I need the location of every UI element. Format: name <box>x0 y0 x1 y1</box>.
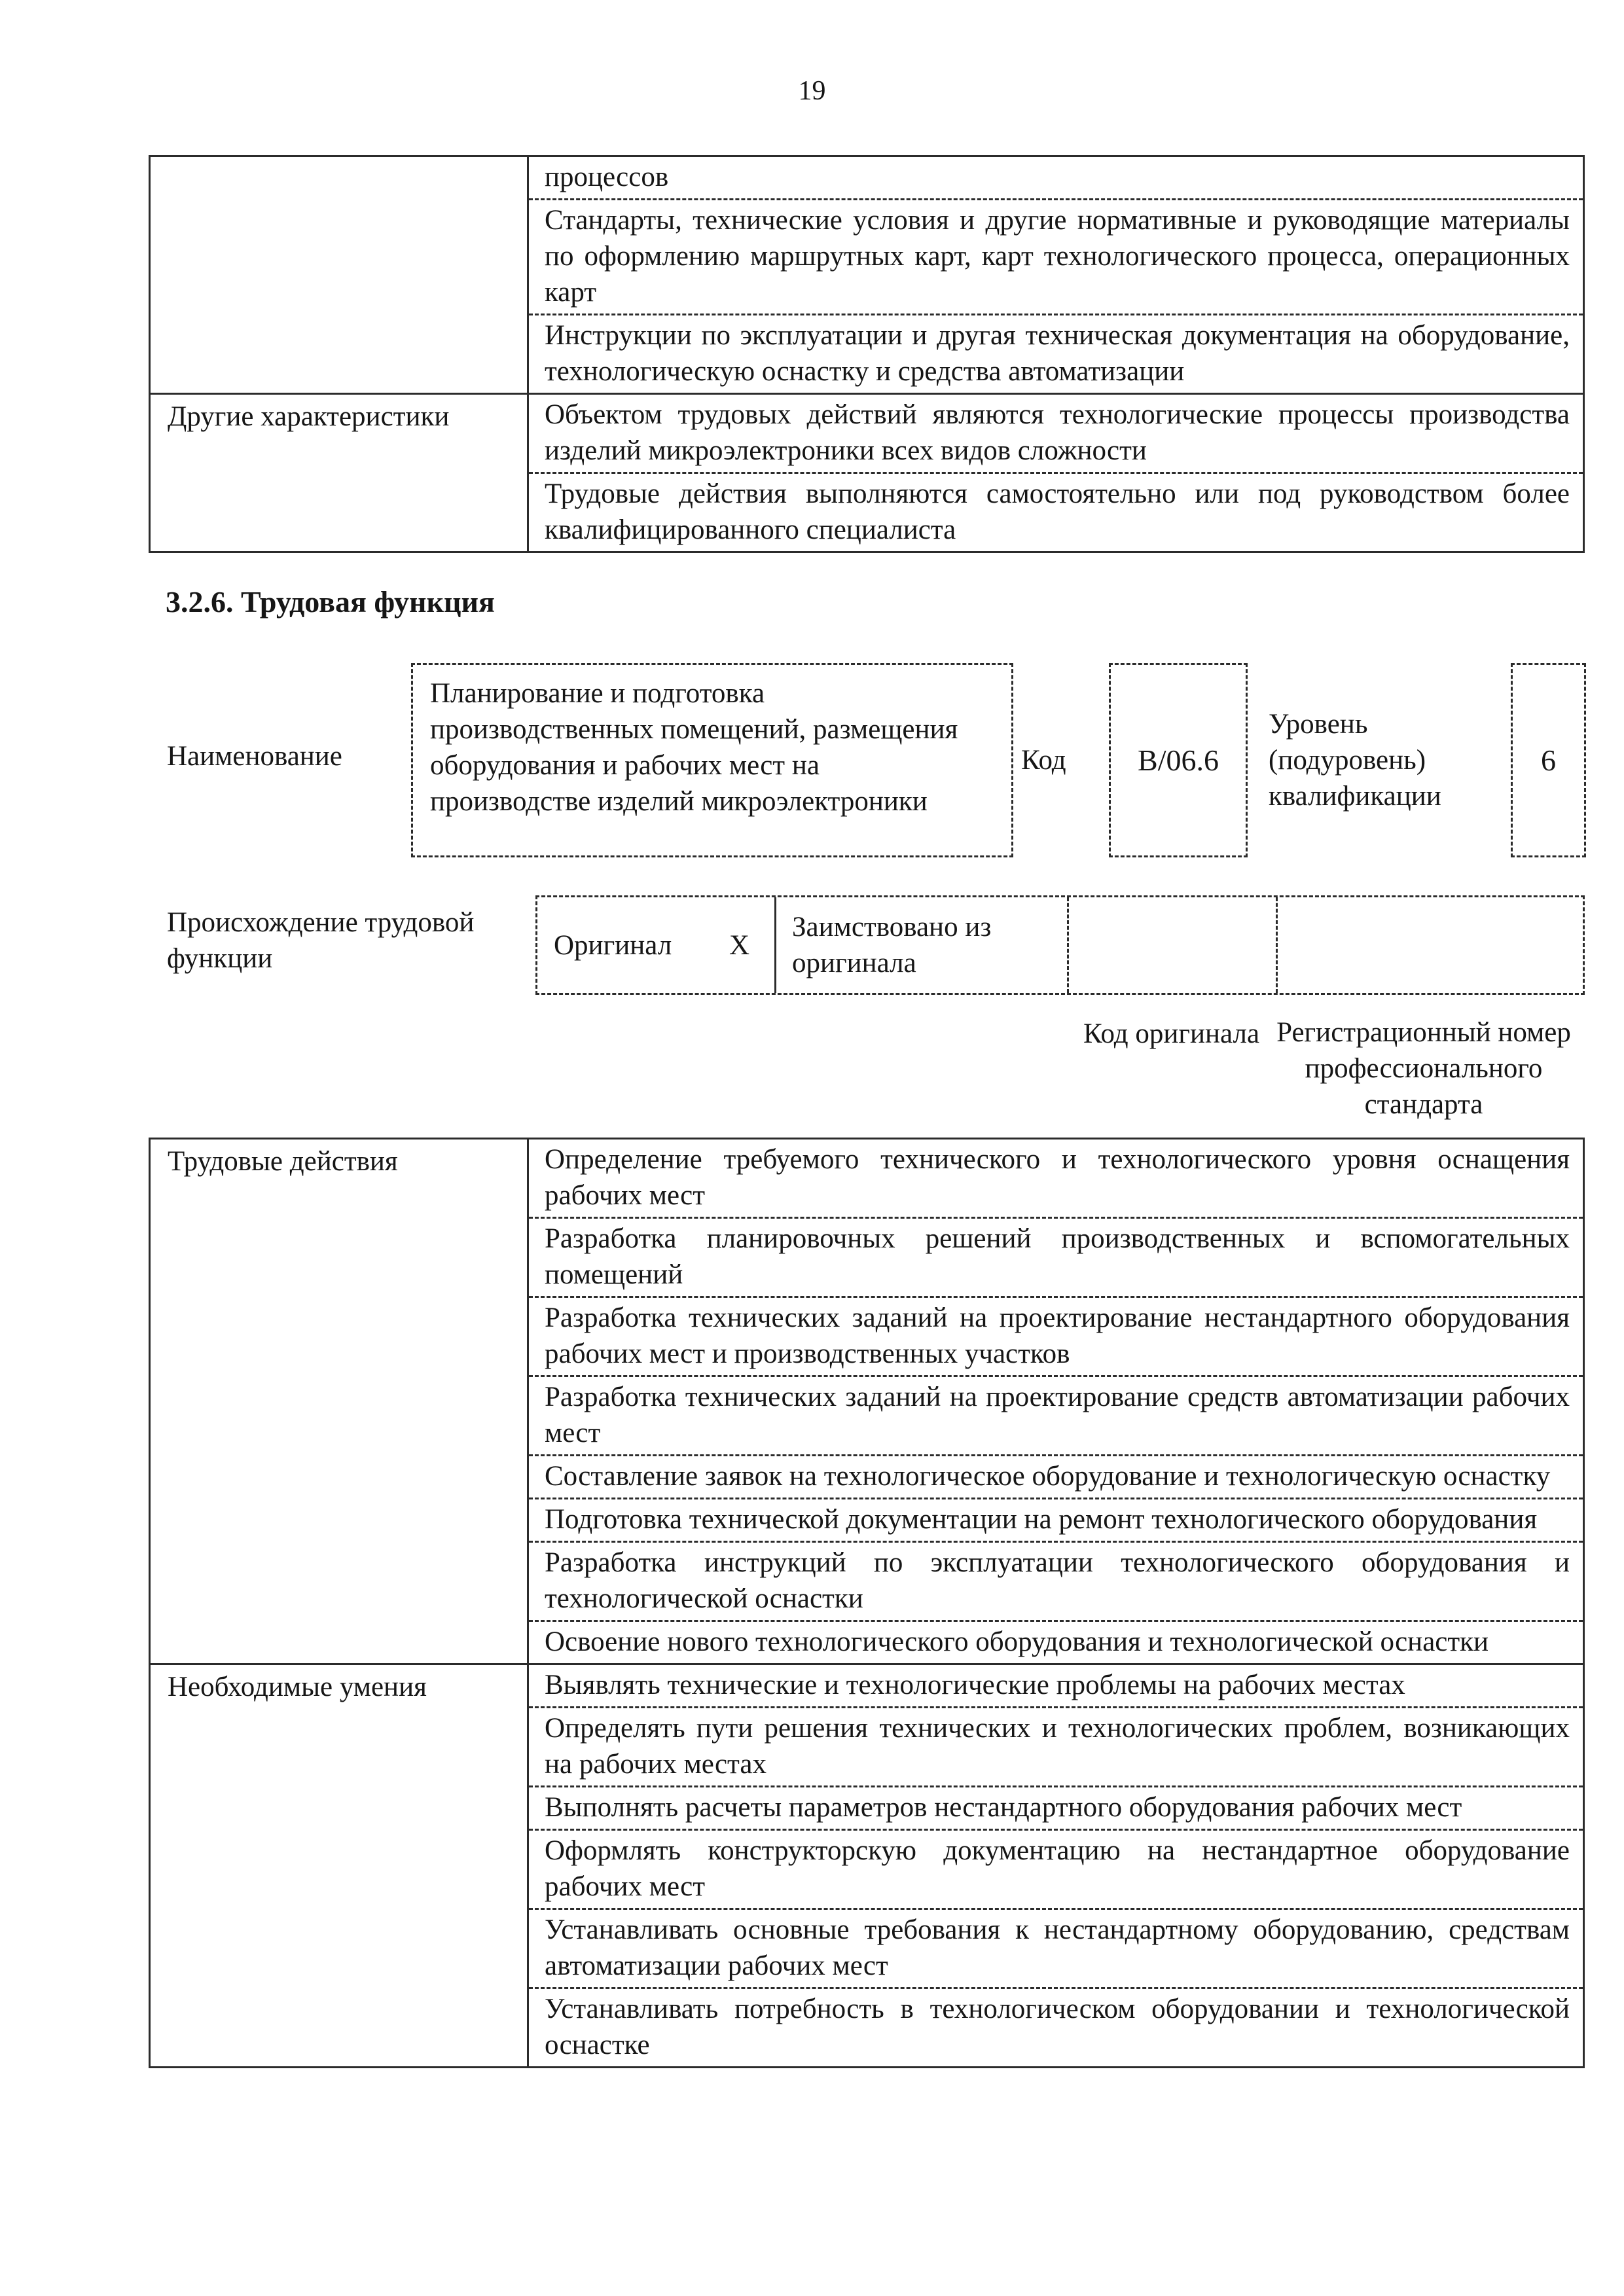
table-row: Составление заявок на технологическое оборудование и технологическую оснастку <box>529 1454 1583 1498</box>
origin-reg-caption: Регистрационный номер профессионального стандарта <box>1276 1017 1571 1120</box>
continuation-group <box>151 157 1583 393</box>
labor-function-table <box>149 1138 1585 2068</box>
other-characteristics-group <box>151 393 1583 551</box>
continuation-rows <box>529 157 1583 393</box>
labor-actions-rows <box>529 1139 1583 1663</box>
table-row: Трудовые действия выполняются самостоятельно или под руководством более квалифицированного специалиста <box>529 472 1583 551</box>
function-code-label: Код <box>1021 745 1066 776</box>
table-row: Разработка технических заданий на проектирование нестандартного оборудования рабочих мест и производственных участков <box>529 1296 1583 1375</box>
table-row: Определение требуемого технического и технологического уровня оснащения рабочих мест <box>545 1144 1570 1211</box>
function-code-box: В/06.6 <box>1109 663 1248 857</box>
other-characteristics-label: Другие характеристики <box>151 395 529 551</box>
table-row: Выявлять технические и технологические проблемы на рабочих местах <box>545 1670 1405 1700</box>
knowledge-continuation-table <box>149 155 1585 553</box>
labor-actions-group <box>151 1139 1583 1663</box>
page-number: 19 <box>798 76 826 106</box>
table-row: Подготовка технической документации на ремонт технологического оборудования <box>529 1498 1583 1541</box>
required-skills-label: Необходимые умения <box>151 1665 529 2066</box>
table-row: Освоение нового технологического оборудования и технологической оснастки <box>529 1620 1583 1663</box>
qualification-level-label: Уровень (подуровень) квалификации <box>1269 709 1441 812</box>
function-name-label: Наименование <box>167 741 342 772</box>
origin-original-mark: X <box>729 929 749 961</box>
table-row: Объектом трудовых действий являются технологические процессы производства изделий микроэлектроники всех видов сложности <box>545 399 1570 466</box>
section-heading: 3.2.6. Трудовая функция <box>166 585 495 619</box>
labor-actions-label: Трудовые действия <box>151 1139 529 1663</box>
table-row: Разработка инструкций по эксплуатации технологического оборудования и технологической оснастки <box>529 1541 1583 1620</box>
table-row: процессов <box>545 162 669 192</box>
origin-code-cell <box>1069 897 1278 993</box>
table-row: Стандарты, технические условия и другие нормативные и руководящие материалы по оформлению маршрутных карт, карт технологического процесса, операционных карт <box>529 198 1583 314</box>
origin-original-cell <box>537 897 776 993</box>
origin-original-label: Оригинал <box>554 929 672 961</box>
origin-reg-cell <box>1278 897 1583 993</box>
table-row: Устанавливать потребность в технологическом оборудовании и технологической оснастке <box>529 1987 1583 2066</box>
origin-code-caption: Код оригинала <box>1083 1018 1260 1049</box>
qualification-level-box: 6 <box>1511 663 1586 857</box>
table-row: Инструкции по эксплуатации и другая техническая документация на оборудование, технологическую оснастку и средства автоматизации <box>529 314 1583 393</box>
table-row: Разработка планировочных решений производственных и вспомогательных помещений <box>529 1217 1583 1296</box>
origin-borrowed-cell: Заимствовано из оригинала <box>776 897 1069 993</box>
continuation-empty-label-cell <box>151 157 529 393</box>
table-row: Оформлять конструкторскую документацию на нестандартное оборудование рабочих мест <box>529 1829 1583 1908</box>
table-row: Разработка технических заданий на проектирование средств автоматизации рабочих мест <box>529 1375 1583 1454</box>
other-characteristics-rows <box>529 395 1583 551</box>
table-row: Определять пути решения технических и технологических проблем, возникающих на рабочих местах <box>529 1706 1583 1785</box>
table-row: Выполнять расчеты параметров нестандартного оборудования рабочих мест <box>529 1785 1583 1829</box>
origin-table <box>535 895 1585 995</box>
required-skills-group <box>151 1663 1583 2066</box>
table-row: Устанавливать основные требования к нестандартному оборудованию, средствам автоматизации рабочих мест <box>529 1908 1583 1987</box>
required-skills-rows <box>529 1665 1583 2066</box>
origin-label: Происхождение трудовой функции <box>167 907 475 974</box>
function-name-box: Планирование и подготовка производственных помещений, размещения оборудования и рабочих мест на производстве изделий микроэлектроники <box>411 663 1013 857</box>
